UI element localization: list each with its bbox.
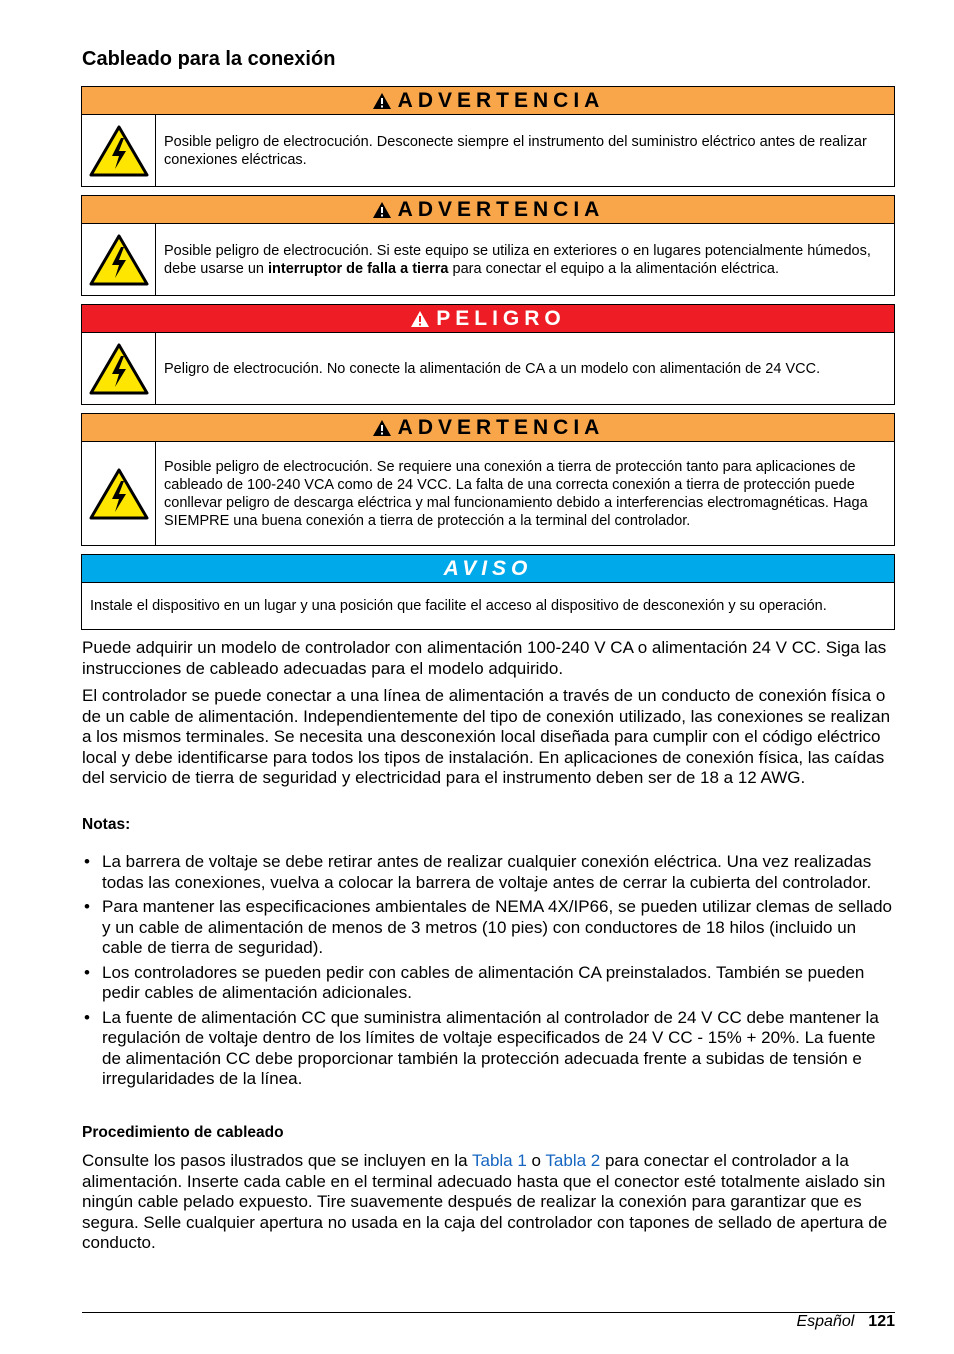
page-title: Cableado para la conexión [82,48,336,70]
connection-paragraph: El controlador se puede conectar a una línea de alimentación a través de un conducto de conexión física o de un cable de alimentación. Independientemente del tipo de conexión utilizado, las conexiones se realizan a los mismos terminales. Se necesita una desconexión local diseñada para cumplir con el código eléctrico local y debe identificarse para todos los tipos de instalación. En aplicaciones de conexión física, las caídas del servicio de tierra de seguridad y electricidad para el instrumento deben ser de 18 a 12 AWG. [82,686,891,787]
notice-header: ADVERTENCIA [82,87,894,115]
page-number: 121 [868,1313,895,1330]
list-item: • La fuente de alimentación CC que suministra alimentación al controlador de 24 V CC debe mantener la regulación de voltaje dentro de los límites de voltaje especificados de 24 V CC - 15% + 20%. La fuente de alimentación CC debe proporcionar también la protección adecuada frente a subidas de tensión e irregularidades de la línea. [82,1008,894,1090]
notice-header: ADVERTENCIA [82,414,894,442]
electrical-hazard-icon [82,333,156,404]
list-item: • Los controladores se pueden pedir con cables de alimentación CA preinstalados. También se pueden pedir cables de alimentación adicionales. [82,963,894,1004]
notice-text: Posible peligro de electrocución. Si este equipo se utiliza en exteriores o en lugares potencialmente húmedos, debe usarse un interruptor de falla a tierra para conectar el equipo a la alimentación eléctrica. [164,242,871,277]
electrical-hazard-icon [82,224,156,295]
notice-text: Posible peligro de electrocución. Se requiere una conexión a tierra de protección tanto para aplicaciones de cableado de 100-240 VCA como de 24 VCC. La falta de una correcta conexión a tierra de protección puede conllevar peligro de descarga eléctrica y mal funcionamiento debido a interferencias electromagnéticas. Haga SIEMPRE una buena conexión a tierra de protección a la terminal del controlador. [164,458,868,529]
list-item: • Para mantener las especificaciones ambientales de NEMA 4X/IP66, se pueden utilizar clemas de sellado y un cable de alimentación de menos de 3 metros (10 pies) con conductores de 18 hilos (incluido un cable de tierra de seguridad). [82,897,894,959]
alert-triangle-icon [372,201,392,219]
alert-triangle-icon [372,92,392,110]
electrical-hazard-icon [82,442,156,545]
table-2-link[interactable]: Tabla 2 [545,1151,601,1170]
warning-notice-2 [81,195,895,296]
warning-notice-3 [81,413,895,546]
footer-divider [82,1312,895,1313]
gfci-term: interruptor de falla a tierra [268,260,449,277]
aviso-notice [81,554,895,630]
electrical-hazard-icon [82,115,156,186]
notice-text: Peligro de electrocución. No conecte la alimentación de CA a un modelo con alimentación de 24 VCC. [164,360,821,377]
notes-label: Notas: [82,816,131,833]
notes-list [82,852,894,1094]
table-1-link[interactable]: Tabla 1 [471,1151,527,1170]
footer-language: Español [796,1313,855,1330]
notice-header: AVISO [82,555,894,583]
notice-header: ADVERTENCIA [82,196,894,224]
page-footer [796,1313,895,1331]
alert-triangle-icon [410,310,430,328]
notice-header: PELIGRO [82,305,894,333]
list-item: • La barrera de voltaje se debe retirar antes de realizar cualquier conexión eléctrica. Una vez realizadas todas las conexiones, vuelva a colocar la barrera de voltaje antes de cerrar la cubierta del controlador. [82,852,894,893]
notice-text: Instale el dispositivo en un lugar y una posición que facilite el acceso al dispositivo de desconexión y su operación. [90,597,827,614]
intro-paragraph: Puede adquirir un modelo de controlador con alimentación 100-240 V CA o alimentación 24 V CC. Siga las instrucciones de cableado adecuadas para el modelo adquirido. [82,638,887,678]
procedure-heading: Procedimiento de cableado [82,1124,284,1141]
procedure-paragraph: Consulte los pasos ilustrados que se incluyen en la Tabla 1 o Tabla 2 para conectar el controlador a la alimentación. Inserte cada cable en el terminal adecuado hasta que el conector esté totalmente aislado sin ningún cable pelado expuesto. Tire suavemente después de realizar la conexión para garantizar que es segura. Selle cualquier apertura no usada en la caja del controlador con tapones de sellado de apertura de conducto. [82,1151,888,1252]
alert-triangle-icon [372,419,392,437]
notice-text: Posible peligro de electrocución. Desconecte siempre el instrumento del suministro eléctrico antes de realizar conexiones eléctricas. [164,133,867,168]
warning-notice-1 [81,86,895,187]
danger-notice [81,304,895,405]
